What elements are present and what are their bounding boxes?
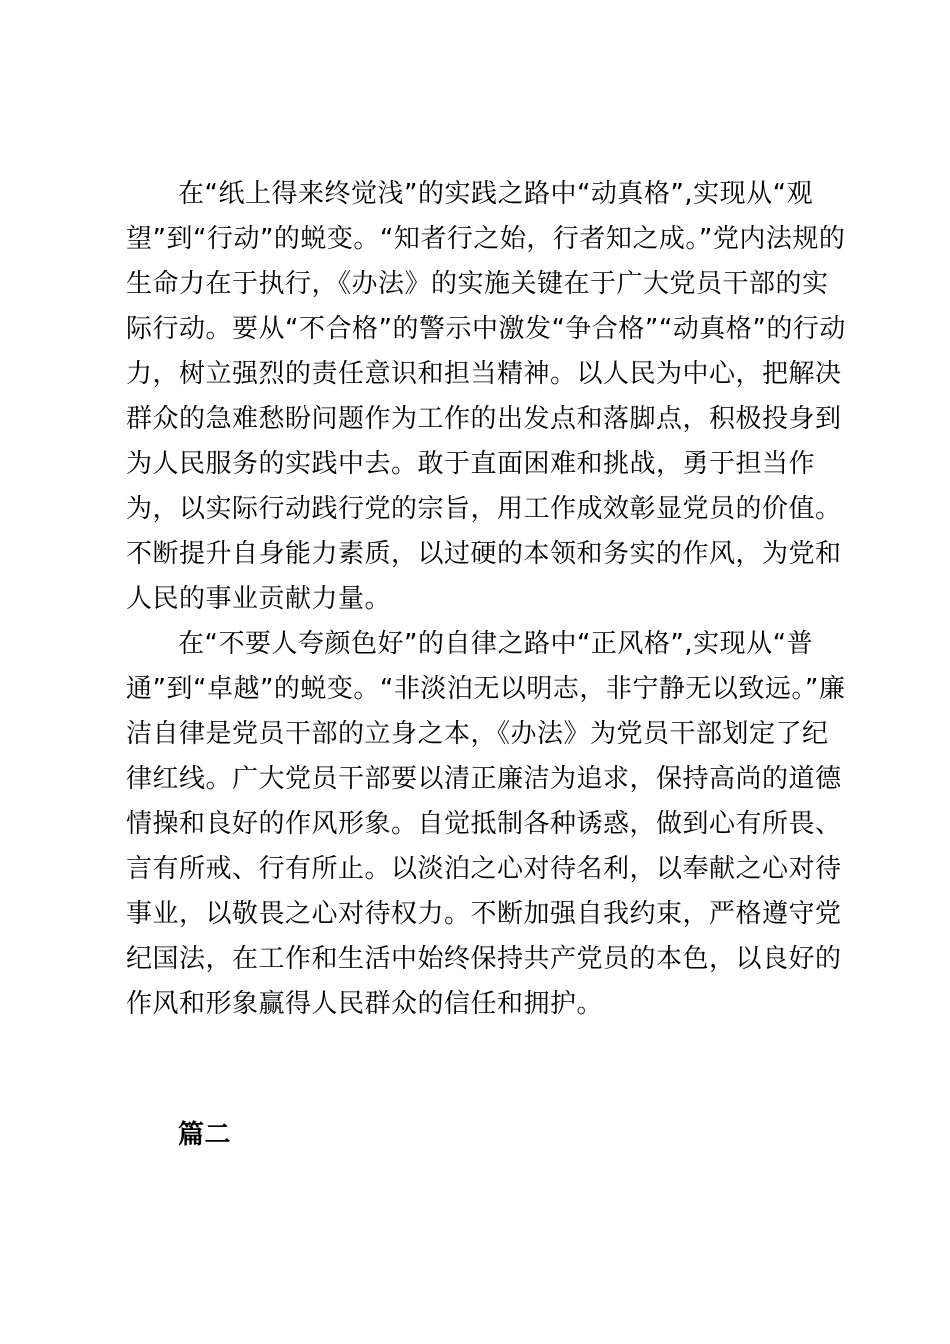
paragraph-line: 律红线。广大党员干部要以清正廉洁为追求，保持高尚的道德 (126, 764, 842, 794)
paragraph-line: 在“纸上得来终觉浅”的实践之路中“动真格”,实现从“观 (178, 179, 814, 209)
paragraph-line: 事业，以敬畏之心对待权力。不断加强自我约束，严格遵守党 (126, 899, 842, 929)
paragraph-line: 际行动。要从“不合格”的警示中激发“争合格”“动真格”的行动 (126, 314, 846, 344)
paragraph-line: 不断提升自身能力素质，以过硬的本领和务实的作风，为党和 (126, 539, 842, 569)
paragraph-line: 为，以实际行动践行党的宗旨，用工作成效彰显党员的价值。 (126, 494, 842, 524)
paragraph-line: 情操和良好的作风形象。自觉抵制各种诱惑，做到心有所畏、 (126, 809, 842, 839)
paragraph-line: 言有所戒、行有所止。以淡泊之心对待名利，以奉献之心对待 (126, 854, 842, 884)
paragraph-line: 在“不要人夸颜色好”的自律之路中“正风格”,实现从“普 (178, 629, 814, 659)
paragraph-line: 纪国法，在工作和生活中始终保持共产党员的本色，以良好的 (126, 944, 842, 974)
paragraph-line: 力，树立强烈的责任意识和担当精神。以人民为中心，把解决 (126, 359, 842, 389)
paragraph-line: 为人民服务的实践中去。敢于直面困难和挑战，勇于担当作 (126, 449, 816, 479)
section-heading: 篇二 (178, 1120, 232, 1150)
paragraph-line: 群众的急难愁盼问题作为工作的出发点和落脚点，积极投身到 (126, 404, 842, 434)
paragraph-practice (126, 172, 846, 622)
paragraph-line: 洁自律是党员干部的立身之本，《办法》为党员干部划定了纪 (126, 719, 829, 749)
paragraph-line: 作风和形象赢得人民群众的信任和拥护。 (126, 989, 604, 1019)
paragraph-line: 人民的事业贡献力量。 (126, 584, 392, 614)
paragraph-line: 通”到“卓越”的蜕变。“非淡泊无以明志，非宁静无以致远。”廉 (126, 674, 846, 704)
paragraph-line: 生命力在于执行，《办法》的实施关键在于广大党员干部的实 (126, 269, 829, 299)
paragraph-line: 望”到“行动”的蜕变。“知者行之始，行者知之成。”党内法规的 (126, 224, 846, 254)
paragraph-self-discipline (126, 622, 846, 1027)
